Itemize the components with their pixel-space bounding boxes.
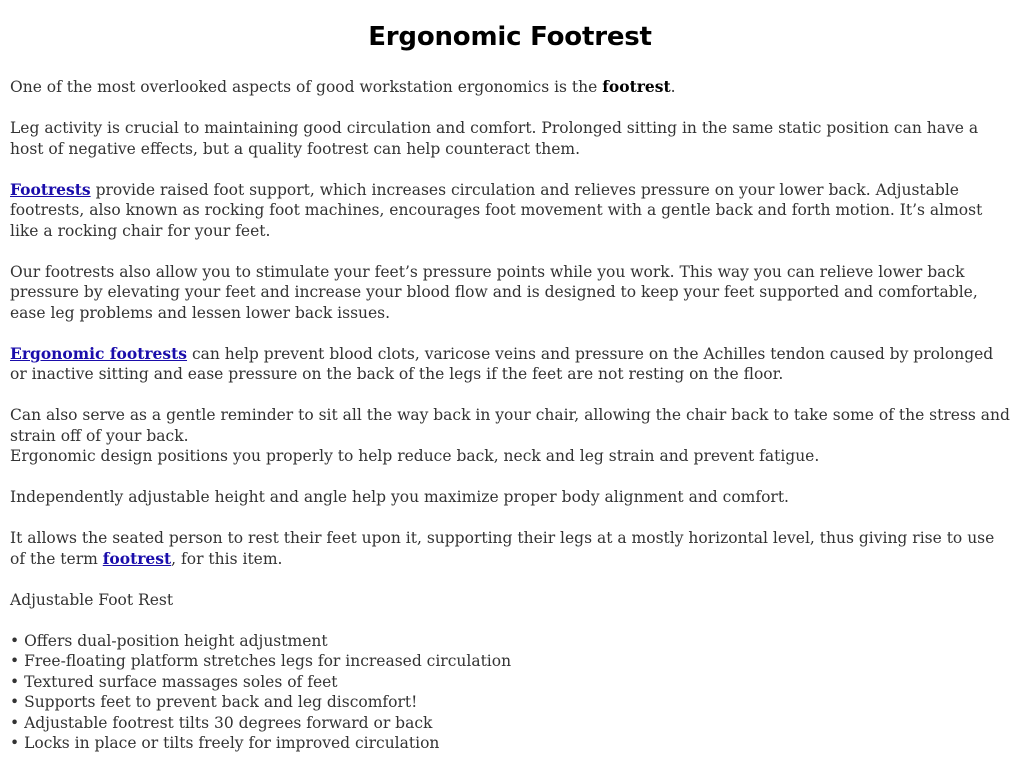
list-item: • Adjustable footrest tilts 30 degrees forward or back (10, 713, 433, 732)
intro-end: . (670, 78, 676, 96)
intro-paragraph (10, 77, 1010, 98)
ergonomic-footrests-paragraph-text: can help prevent blood clots, varicose veins and pressure on the Achilles tendon caused by prolonged or inactive sitting and ease pressure on the back of the legs if the feet are not resting on the floor. (10, 344, 994, 383)
page-title: Ergonomic Footrest (368, 22, 652, 52)
reminder-paragraph: Can also serve as a gentle reminder to sit all the way back in your chair, allowing the chair back to take some of the stress and strain off of your back. (10, 406, 1010, 445)
intro-text: One of the most overlooked aspects of good workstation ergonomics is the (10, 78, 603, 96)
footrests-paragraph (10, 180, 1010, 242)
seated-paragraph (10, 528, 1010, 569)
article (10, 18, 1010, 754)
product-subheading: Adjustable Foot Rest (10, 590, 174, 609)
list-item: • Free-floating platform stretches legs for increased circulation (10, 652, 512, 670)
seated-paragraph-end: , for this item. (171, 549, 283, 568)
seated-paragraph-text: It allows the seated person to rest their feet upon it, supporting their legs at a mostly horizontal level, thus giving rise to use of the term (10, 529, 995, 568)
alignment-paragraph: Independently adjustable height and angle help you maximize proper body alignment and comfort. (10, 488, 789, 506)
list-item: • Supports feet to prevent back and leg discomfort! (10, 693, 418, 711)
list-item: • Locks in place or tilts freely for improved circulation (10, 734, 440, 752)
ergonomic-footrests-paragraph (10, 344, 1010, 385)
footrests-link[interactable]: Footrests (10, 179, 91, 199)
feature-list (10, 631, 1010, 754)
ergonomic-footrests-link[interactable]: Ergonomic footrests (10, 343, 188, 363)
intro-bold-term: footrest (602, 77, 671, 96)
leg-activity-paragraph: Leg activity is crucial to maintaining good circulation and comfort. Prolonged sitting in the same static position can have a host of negative effects, but a quality footrest can help counteract them. (10, 119, 979, 158)
pressure-points-paragraph: Our footrests also allow you to stimulate your feet’s pressure points while you work. This way you can relieve lower back pressure by elevating your feet and increase your blood flow and is designed to keep your feet supported and comfortable, ease leg problems and lessen lower back issues. (10, 262, 978, 322)
list-item: • Offers dual-position height adjustment (10, 631, 328, 650)
footrests-paragraph-text: provide raised foot support, which increases circulation and relieves pressure on your lower back. Adjustable footrests, also known as rocking foot machines, encourages foot movement with a gentle back and forth motion. It’s almost like a rocking chair for your feet. (10, 180, 983, 240)
footrest-link[interactable]: footrest (102, 548, 172, 568)
design-paragraph: Ergonomic design positions you properly to help reduce back, neck and leg strain and prevent fatigue. (10, 447, 820, 465)
list-item: • Textured surface massages soles of feet (10, 672, 338, 691)
